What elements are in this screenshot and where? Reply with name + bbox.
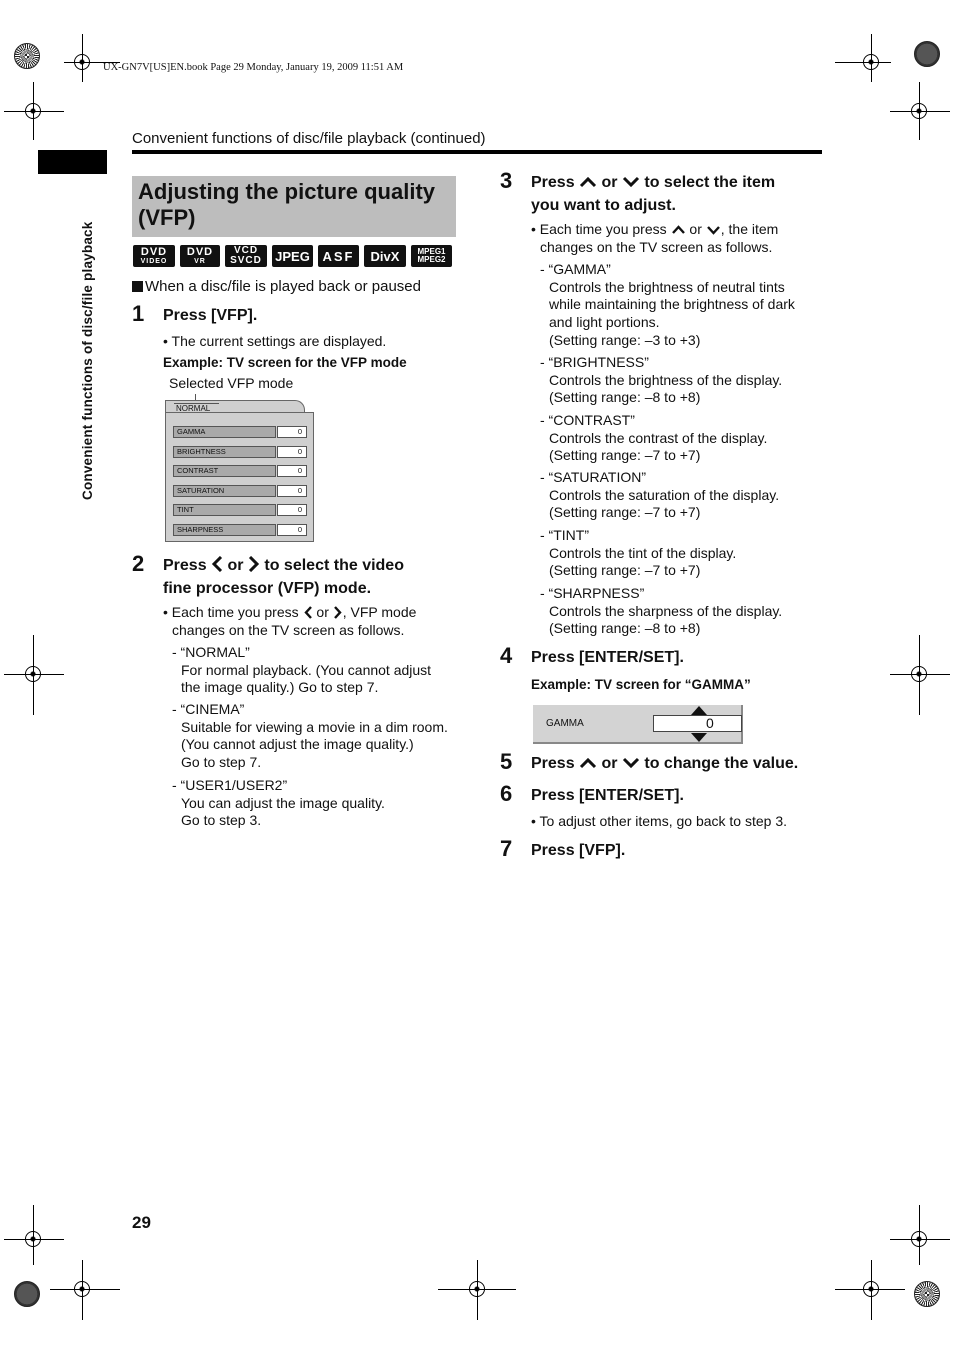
media-badges [133,245,452,267]
adjust-item-brightness: - “BRIGHTNESS” Controls the brightness of the display. (Setting range: –8 to +8) [540,354,783,406]
step-number: 4 [500,643,513,668]
condition-text: When a disc/file is played back or paused [132,278,421,296]
side-tab [38,150,107,174]
adjust-item-tint: - “TINT” Controls the tint of the display. (Setting range: –7 to +7) [540,527,737,579]
badge-dvd-vr: DVD VR [180,245,220,267]
badge-vcd-svcd: VCD SVCD [225,245,267,267]
step-5-text: Press or to change the value. [531,755,799,772]
side-section-label: Convenient functions of disc/file playback [80,221,95,500]
adjust-item-contrast: - “CONTRAST” Controls the contrast of the display. (Setting range: –7 to +7) [540,412,768,464]
vfp-row-contrast: CONTRAST 0 [173,465,307,477]
vfp-row-tint: TINT 0 [173,504,307,516]
vfp-row-brightness: BRIGHTNESS 0 [173,446,307,458]
vfp-row-gamma: GAMMA 0 [173,426,307,438]
step-number: 2 [132,551,145,576]
step-3-note: • Each time you press or , the item changes on the TV screen as follows. [531,221,779,255]
square-bullet-icon [132,281,143,292]
badge-asf: ASF [318,245,359,267]
chevron-down-icon [706,224,721,236]
step-2-text: Press or to select the video fine processor (VFP) mode. [163,557,404,597]
chevron-down-icon [622,756,640,770]
chevron-up-icon [579,756,597,770]
step-number: 3 [500,168,513,193]
badge-jpeg: JPEG [272,245,313,267]
step-2-note: • Each time you press or , VFP mode changes on the TV screen as follows. [163,604,417,638]
badge-dvd-video: DVD VIDEO [133,245,175,267]
chevron-left-icon [303,606,313,619]
page-title: Adjusting the picture quality (VFP) [138,179,436,230]
page-number: 29 [132,1213,151,1232]
vfp-row-sharpness: SHARPNESS 0 [173,524,307,536]
step-1-note: • The current settings are displayed. [163,333,387,349]
registration-mark-top-left [14,43,40,69]
registration-mark-bottom-right [914,1281,940,1307]
step-6-note: • To adjust other items, go back to step 3. [531,813,788,829]
vfp-mode-label: NORMAL [176,404,211,413]
mode-item-user: - “USER1/USER2” You can adjust the image quality. Go to step 3. [172,777,385,829]
step-number: 1 [132,301,145,326]
step-4-example: Example: TV screen for “GAMMA” [531,677,751,692]
chevron-right-icon [248,556,260,572]
selected-mode-caption: Selected VFP mode [169,375,294,391]
chevron-left-icon [211,556,223,572]
file-info: UX-GN7V[US]EN.book Page 29 Monday, January 19, 2009 11:51 AM [103,62,404,73]
badge-divx: DivX [364,245,406,267]
vfp-row-saturation: SATURATION 0 [173,485,307,497]
step-number: 6 [500,781,513,806]
step-number: 7 [500,836,513,861]
step-number: 5 [500,749,513,774]
chevron-up-icon [579,175,597,189]
chevron-right-icon [333,606,343,619]
title-box [132,176,456,237]
triangle-up-icon [691,706,707,715]
chevron-down-icon [622,175,640,189]
registration-mark-bottom-left [14,1281,40,1307]
step-7-text: Press [VFP]. [531,842,626,859]
chevron-up-icon [671,224,686,236]
triangle-down-icon [691,733,707,742]
running-header: Convenient functions of disc/file playback (continued) [132,130,486,147]
step-6-text: Press [ENTER/SET]. [531,787,684,804]
gamma-screen-label: GAMMA [546,718,584,729]
badge-mpeg: MPEG1 MPEG2 [411,245,452,267]
gamma-screen-value: 0 [653,715,742,732]
adjust-item-saturation: - “SATURATION” Controls the saturation of the display. (Setting range: –7 to +7) [540,469,780,521]
step-3-text: Press or to select the item you want to adjust. [531,174,776,214]
mode-item-normal: - “NORMAL” For normal playback. (You cannot adjust the image quality.) Go to step 7. [172,644,432,696]
mode-item-cinema: - “CINEMA” Suitable for viewing a movie in a dim room. (You cannot adjust the image quality.) Go to step 7. [172,701,448,771]
adjust-item-sharpness: - “SHARPNESS” Controls the sharpness of the display. (Setting range: –8 to +8) [540,585,783,637]
adjust-item-gamma: - “GAMMA” Controls the brightness of neutral tints while maintaining the brightness of dark and light portions. (Setting range: –3 to +3) [540,261,795,348]
registration-mark-top-right [914,41,940,67]
step-4-text: Press [ENTER/SET]. [531,649,684,666]
step-1-example: Example: TV screen for the VFP mode [163,355,407,370]
header-rule [132,150,822,154]
step-1-text: Press [VFP]. [163,307,258,324]
